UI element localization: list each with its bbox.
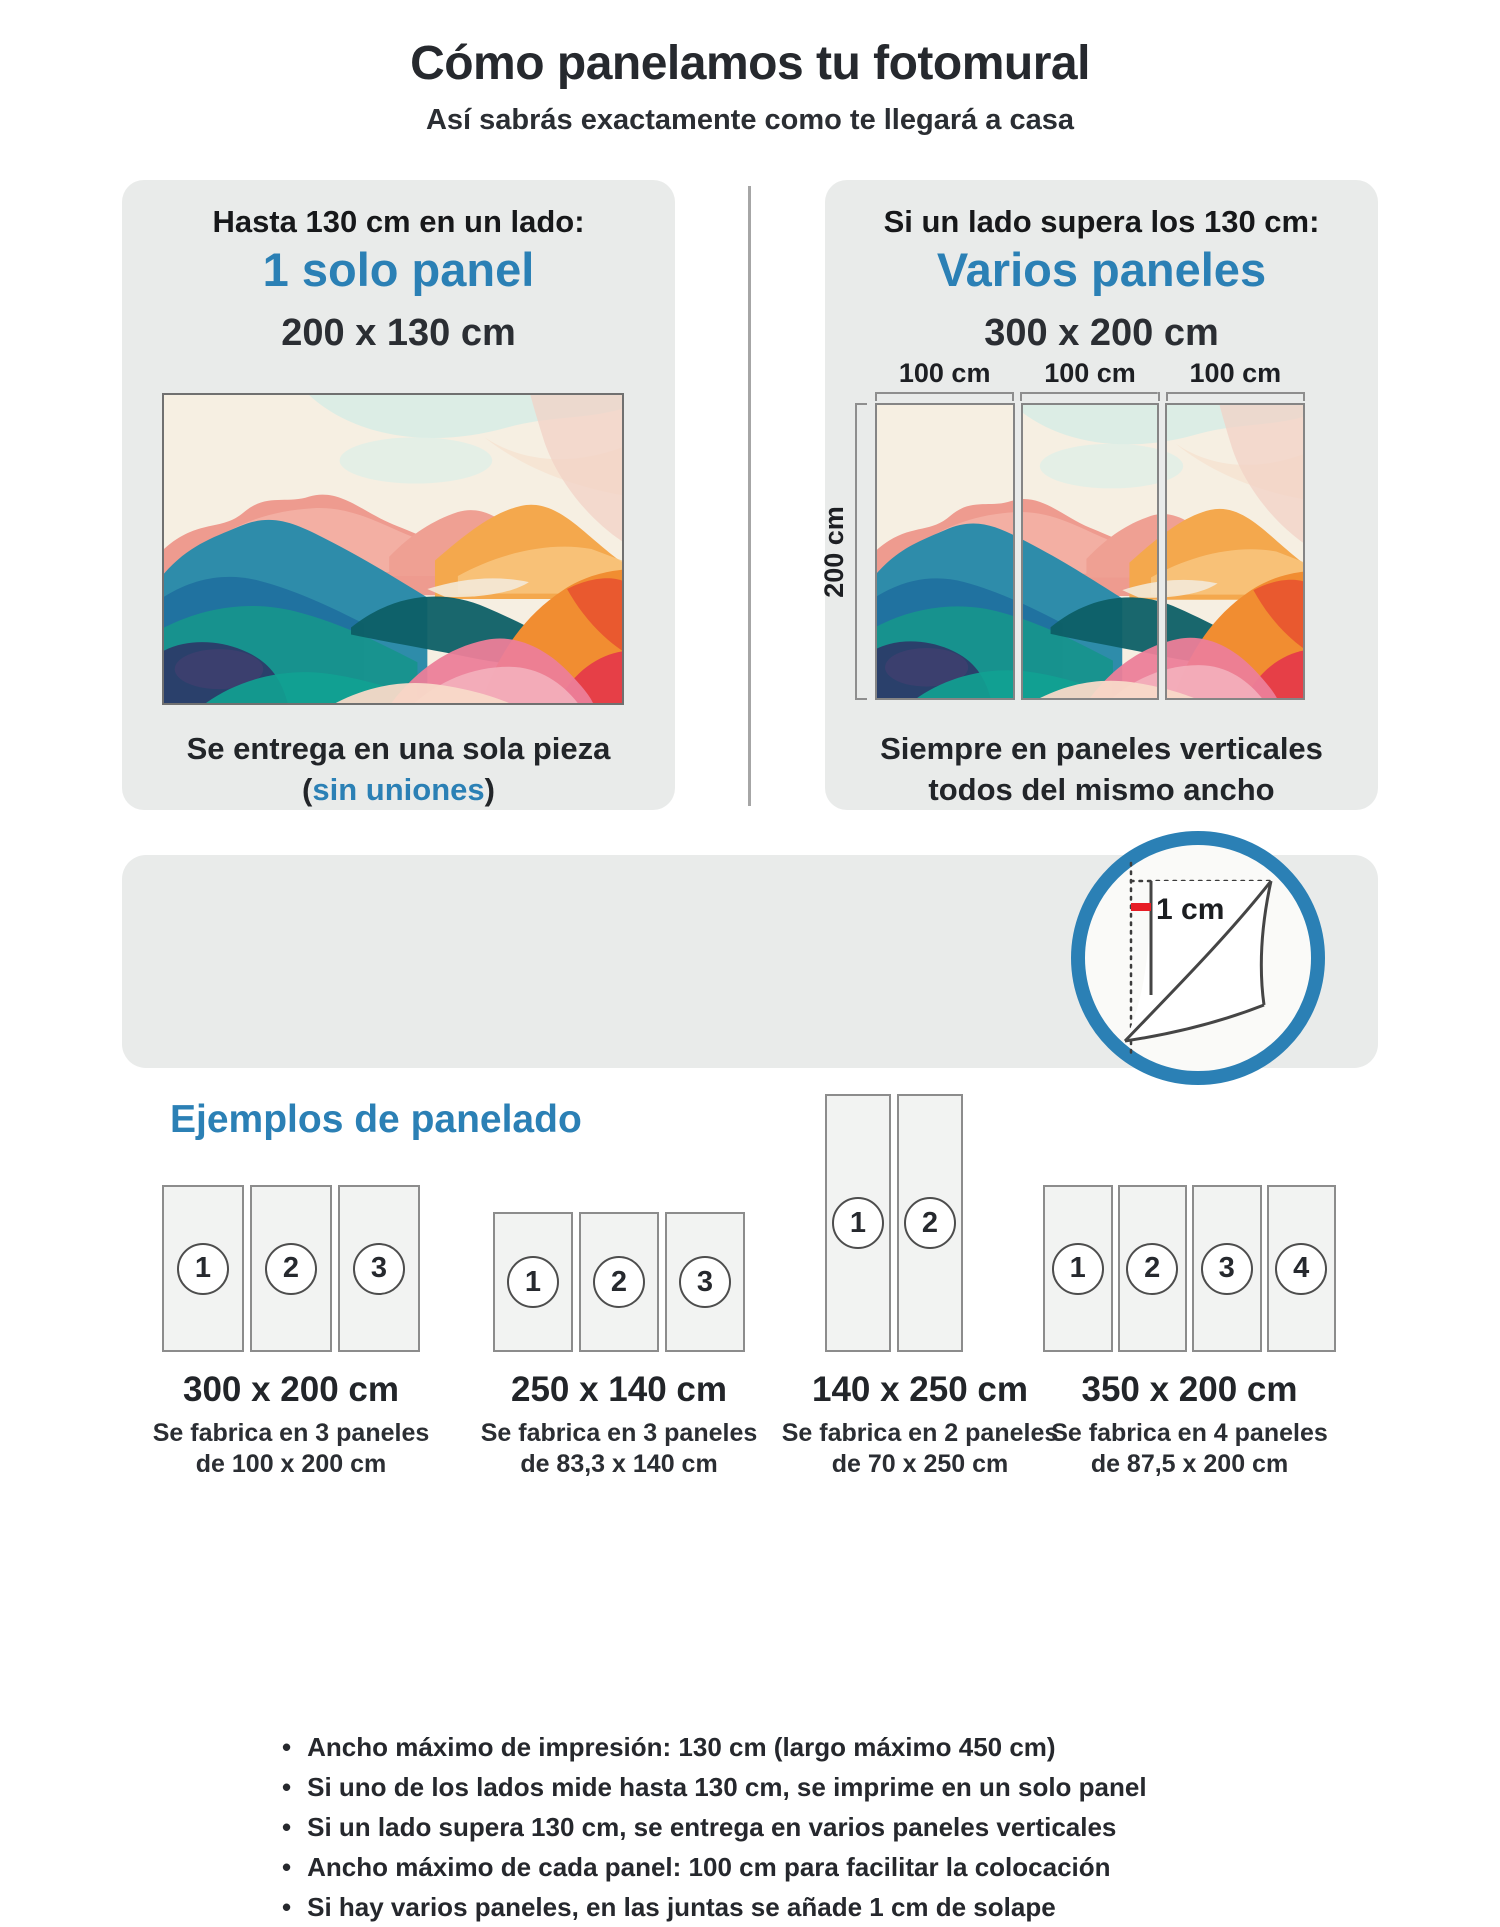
page-title: Cómo panelamos tu fotomural <box>410 37 1090 90</box>
panel-segment-2 <box>1021 403 1158 700</box>
example-panels <box>825 1094 963 1352</box>
example-desc-line2: de 70 x 250 cm <box>831 1450 1009 1478</box>
panel-number-badge: 2 <box>265 1243 317 1295</box>
panel-number-badge: 1 <box>1052 1243 1104 1295</box>
mural-image <box>164 395 622 703</box>
panel-segment-3 <box>1165 403 1305 700</box>
panel-segment-1 <box>875 403 1015 700</box>
measure-bracket <box>875 392 1014 401</box>
example-panel <box>825 1094 891 1352</box>
example-panel <box>1267 1185 1337 1352</box>
example-panel <box>1043 1185 1113 1352</box>
example-panels <box>162 1185 420 1352</box>
panel-number-badge: 1 <box>507 1256 559 1308</box>
info-bullet-list <box>282 1727 1147 1927</box>
example-size: 250 x 140 cm <box>510 1370 727 1409</box>
example-group-3 <box>781 1094 1059 1480</box>
panel-number-badge: 2 <box>1126 1243 1178 1295</box>
width-measure-1 <box>875 358 1014 401</box>
example-panels <box>1043 1185 1336 1352</box>
example-group-2 <box>480 1212 758 1480</box>
single-panel-size: 200 x 130 cm <box>281 312 516 354</box>
example-panels <box>493 1212 745 1352</box>
panel-number-badge: 2 <box>593 1256 645 1308</box>
single-panel-note <box>122 728 675 810</box>
bullet-item: • Si uno de los lados mide hasta 130 cm, se imprime en un solo panel <box>282 1767 1147 1807</box>
multi-panel-headline: Varios paneles <box>936 243 1267 296</box>
example-desc-line2: de 83,3 x 140 cm <box>520 1450 718 1478</box>
panel-number-badge: 2 <box>904 1197 956 1249</box>
measure-bracket <box>1020 392 1159 401</box>
note-line2: todos del mismo ancho <box>928 772 1275 807</box>
note-paren-open: ( <box>302 772 313 807</box>
cards-divider <box>748 186 751 806</box>
example-desc-line2: de 100 x 200 cm <box>195 1450 387 1478</box>
example-desc-line1: Se fabrica en 4 paneles <box>1051 1419 1328 1447</box>
panel-number-badge: 1 <box>832 1197 884 1249</box>
examples-heading: Ejemplos de panelado <box>170 1098 582 1141</box>
multi-panel-size: 300 x 200 cm <box>984 312 1219 354</box>
example-panel <box>162 1185 244 1352</box>
panel-number-badge: 1 <box>177 1243 229 1295</box>
example-group-1 <box>152 1185 430 1480</box>
example-desc-line1: Se fabrica en 3 paneles <box>152 1419 430 1447</box>
example-group-4 <box>1043 1185 1336 1480</box>
bullet-item: • Si hay varios paneles, en las juntas se añade 1 cm de solape <box>282 1887 1147 1927</box>
example-size: 140 x 250 cm <box>811 1370 1028 1409</box>
width-label-3: 100 cm <box>1189 358 1282 388</box>
example-panel <box>897 1094 963 1352</box>
example-desc <box>454 1418 784 1480</box>
overlap-diagram <box>1071 831 1325 1085</box>
example-panel <box>250 1185 332 1352</box>
multi-panel-note <box>825 728 1378 810</box>
height-label: 200 cm <box>819 505 849 598</box>
mural-artwork-single <box>162 393 624 705</box>
example-size: 300 x 200 cm <box>182 1370 399 1409</box>
example-caption <box>454 1370 784 1480</box>
single-panel-card <box>122 180 675 810</box>
single-panel-condition: Hasta 130 cm en un lado: <box>212 204 585 239</box>
note-highlight: sin uniones <box>312 772 485 807</box>
example-panel <box>493 1212 573 1352</box>
multi-panel-condition: Si un lado supera los 130 cm: <box>883 204 1320 239</box>
panel-number-badge: 3 <box>353 1243 405 1295</box>
height-measure <box>819 403 867 700</box>
example-panel <box>1192 1185 1262 1352</box>
measure-bracket <box>1166 392 1305 401</box>
example-panel <box>338 1185 420 1352</box>
note-paren-close: ) <box>484 772 495 807</box>
example-caption <box>126 1370 456 1480</box>
example-panel <box>1118 1185 1188 1352</box>
width-label-2: 100 cm <box>1044 358 1136 388</box>
overlap-label: 1 cm <box>1156 893 1225 926</box>
mural-artwork-paneled <box>875 403 1305 700</box>
bullet-item: • Ancho máximo de cada panel: 100 cm para facilitar la colocación <box>282 1847 1147 1887</box>
panel-number-badge: 3 <box>1201 1243 1253 1295</box>
example-desc <box>126 1418 456 1480</box>
note-line1: Se entrega en una sola pieza <box>186 731 611 766</box>
example-panel <box>665 1212 745 1352</box>
width-label-1: 100 cm <box>898 358 991 388</box>
width-measure-3 <box>1166 358 1305 401</box>
width-measure-2 <box>1020 358 1159 401</box>
single-panel-headline: 1 solo panel <box>262 243 535 296</box>
example-panel <box>579 1212 659 1352</box>
note-line1: Siempre en paneles verticales <box>880 731 1323 766</box>
example-desc-line2: de 87,5 x 200 cm <box>1090 1450 1289 1478</box>
page-subtitle: Así sabrás exactamente como te llegará a casa <box>425 104 1075 136</box>
page-curl-icon <box>1085 845 1311 1071</box>
panel-number-badge: 3 <box>679 1256 731 1308</box>
example-desc <box>1025 1418 1355 1480</box>
bullet-item: • Ancho máximo de impresión: 130 cm (largo máximo 450 cm) <box>282 1727 1147 1767</box>
bullet-item: • Si un lado supera 130 cm, se entrega en varios paneles verticales <box>282 1807 1147 1847</box>
example-size: 350 x 200 cm <box>1081 1370 1298 1409</box>
width-measures <box>875 358 1305 401</box>
example-desc-line1: Se fabrica en 3 paneles <box>480 1419 758 1447</box>
panel-number-badge: 4 <box>1275 1243 1327 1295</box>
example-desc-line1: Se fabrica en 2 paneles <box>781 1419 1059 1447</box>
example-caption <box>1025 1370 1355 1480</box>
multi-panel-card <box>819 180 1378 810</box>
